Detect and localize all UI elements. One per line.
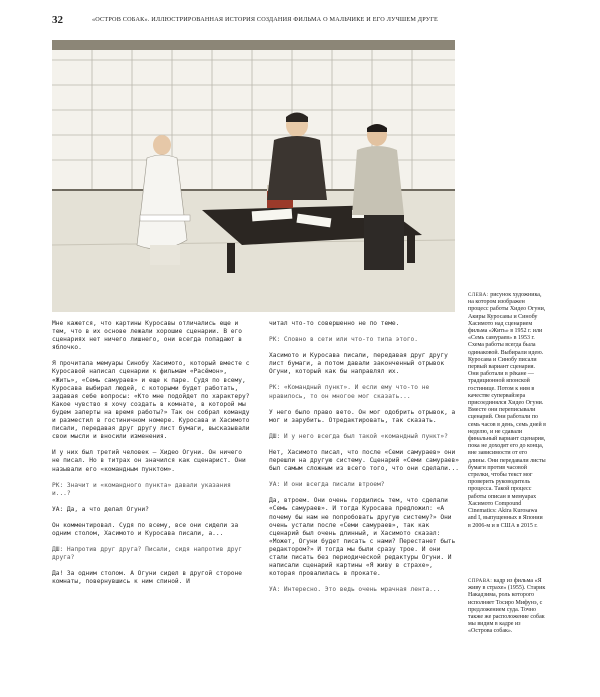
question: ДШ: И у него всегда был такой «командный пункт»? — [269, 432, 448, 440]
paragraph: УА: Да, а что делал Огуни? — [52, 505, 149, 513]
paragraph: У него было право вето. Он мог одобрить отрывок, а мог и зарубить. Отредактировать, так сказать. — [269, 408, 456, 424]
question: УА: И они всегда писали втроем? — [269, 481, 385, 489]
running-title: «ОСТРОВ СОБАК». ИЛЛЮСТРИРОВАННАЯ ИСТОРИЯ СОЗДАНИЯ ФИЛЬМА О МАЛЬЧИКЕ И ЕГО ЛУЧШЕМ ДРУГЕ — [92, 16, 439, 23]
middle-column — [269, 320, 462, 602]
illustration-three-writers-icon — [52, 40, 455, 312]
page-number: 32 — [52, 14, 63, 26]
paragraph: Хасимото и Куросава писали, передавая друг другу лист бумаги, а потом давали законченный отрывок Огуни, который как бы направлял их. — [269, 352, 448, 376]
question: УА: Интересно. Это ведь очень мрачная лента... — [269, 586, 441, 594]
sidebar-caption-left — [468, 292, 546, 530]
question: ДШ: Напротив друг друга? Писали, сидя напротив друг друга? — [52, 546, 242, 562]
paragraph: Я прочитала мемуары Синобу Хасимото, который вместе с Куросавой написал сценарии к фильмам «Расёмон», «Жить», «Семь самураев» и еще к паре. Судя по всему, Куросава выбирал людей, с которыми будет работать, задавая себе вопросы: «Кто мне подойдет по характеру? Какое чувство я хочу создать в комнате, в которой мы будем заперты на время работы?» Так он собрал команду и разместил в гостиничном номере. Куросава и Хасимото писали, передавая друг другу лист бумаги, высказывали свои мысли и вносили изменения. — [52, 360, 250, 441]
paragraph: Нет, Хасимото писал, что после «Семи самураев» они перешли на другую систему. Сценарий «Семи самураев» был самым сложным из всего того, что они сделали... — [269, 448, 459, 473]
left-column — [52, 320, 252, 594]
paragraph: Да! За одним столом. А Огуни сидел в другой стороне комнаты, повернувшись к ним спиной. И — [52, 570, 242, 586]
illustration — [52, 40, 455, 312]
caption-label: СЛЕВА: — [468, 293, 489, 298]
page-header — [52, 14, 532, 32]
question: РК: Значит и «командного пункта» давали указания и...? — [52, 481, 231, 497]
caption-label: СПРАВА: — [468, 579, 493, 584]
sidebar-caption-right — [468, 578, 546, 636]
question: РК: Словно в сети или что-то типа этого. — [269, 336, 419, 344]
paragraph: Мне кажется, что картины Куросавы отличались еще и тем, что в их основе лежали хорошие сценарии. В его сценариях нет ничего лишнего, они всегда попадают в яблочко. — [52, 320, 242, 352]
paragraph: читал что-то совершенно не по теме. — [269, 320, 400, 327]
paragraph: Он комментировал. Судя по всему, все они сидели за одним столом, Хасимото и Куросава писали, а... — [52, 521, 239, 537]
paragraph: И у них был третий человек – Хидео Огуни. Он ничего не писал. Но в титрах он значился как сценарист. Они называли его «командным пунктом». — [52, 449, 246, 473]
caption-text: рисунок художника, на котором изображен процесс работы Хидео Огуни, Акиры Куросавы и Синобу Хасимото над сценарием фильма «Жить» в 1952 г. или «Семь самураев» в 1953 г. Схема работы всегда была одинаковой. Выбирали идею. Куросава и Синобу писали первый вариант сценария. Они работали в рёкане — традиционной японской гостинице. Потом к ним в качестве супервайзера присоединялся Хидео Огуни. Вместе они переписывали сценарий. Они работали по семь часов в день, семь дней в неделю, и не сдавали финальный вариант сценария, пока не доходят его до конца, вне зависимости от его длины. Они передавали листы бумаги против часовой стрелки, чтобы текст мог проверить руководитель процесса. Такой процесс работы описан в мемуарах Хасимото Compound Cinematics: Akira Kurosawa and I, выпущенных в Японии в 2006-м и в США в 2015 г. — [468, 292, 547, 529]
question: РК: «Командный пункт». И если ему что-то не нравилось, то он многое мог сказать... — [269, 384, 430, 400]
caption-text: кадр из фильма «Я живу в страхе» (1955). Старик Накадзима, роль которого исполняет Тосиро Мифунэ, с предложением суда. Точно также же расположение собак мы видим в кадре из «Острова собак». — [468, 578, 546, 635]
paragraph: Да, втроем. Они очень гордились тем, что сделали «Семь самураев». И тогда Куросава предложил: «А почему бы нам не попробовать другую систему?» Они очень устали после «Семи самураев», так как сценарий был очень длинный, и Хасимото сказал: «Может, Огуни будет писать с нами? Перестанет быть редактором?» И тогда мы были сразу трое. И они стали писать без периодической редактуры Огуни. И написали сценарий картины «Я живу в страхе», которая провалилась в прокате. — [269, 497, 456, 578]
